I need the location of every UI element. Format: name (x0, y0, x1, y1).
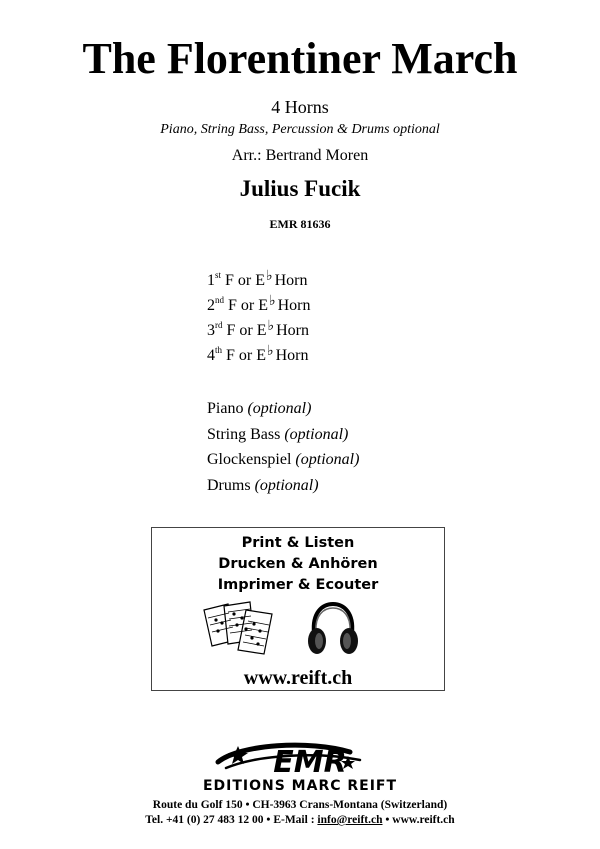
footer-contact: Tel. +41 (0) 27 483 12 00 • E-Mail : info@reift.ch • www.reift.ch (145, 814, 455, 826)
part-item: 4th F or E♭ Horn (207, 344, 309, 364)
part-item: 3rd F or E♭ Horn (207, 319, 309, 339)
website-link[interactable]: www.reift.ch (243, 667, 353, 689)
part-item: 1st F or E♭ Horn (207, 269, 308, 289)
flat-icon: ♭ (267, 319, 275, 334)
logo-text: EDITIONS MARC REIFT (202, 778, 398, 794)
sheet-music-icon (202, 600, 277, 656)
parts-list (207, 268, 311, 368)
print-listen-en: Print & Listen (241, 535, 355, 551)
optional-part-item: Piano (optional) (207, 400, 312, 417)
flat-icon: ♭ (266, 269, 273, 284)
optional-part-item: Drums (optional) (207, 476, 319, 494)
part-item: 2nd F or E♭ Horn (207, 294, 311, 314)
catalog-number: EMR 81636 (269, 217, 331, 231)
optional-instruments-note: Piano, String Bass, Percussion & Drums optional (160, 122, 440, 137)
instrumentation: 4 Horns (271, 97, 329, 117)
composer: Julius Fucik (239, 176, 361, 201)
arranger: Arr.: Bertrand Moren (231, 147, 369, 164)
optional-parts-list (207, 396, 359, 498)
headphones-icon (306, 601, 360, 659)
optional-part-item: Glockenspiel (optional) (207, 451, 360, 468)
flat-icon: ♭ (269, 294, 276, 309)
footer-address: Route du Golf 150 • CH-3963 Crans-Montana (Switzerland) (152, 799, 448, 811)
email-link[interactable]: info@reift.ch (317, 814, 383, 826)
print-listen-fr: Imprimer & Ecouter (217, 577, 379, 593)
page-title: The Florentiner March (82, 34, 518, 83)
flat-icon: ♭ (267, 344, 274, 359)
logo-mark: EMR (273, 745, 347, 780)
print-listen-box (151, 527, 445, 691)
print-listen-de: Drucken & Anhören (218, 556, 378, 572)
optional-part-item: String Bass (optional) (207, 425, 349, 443)
